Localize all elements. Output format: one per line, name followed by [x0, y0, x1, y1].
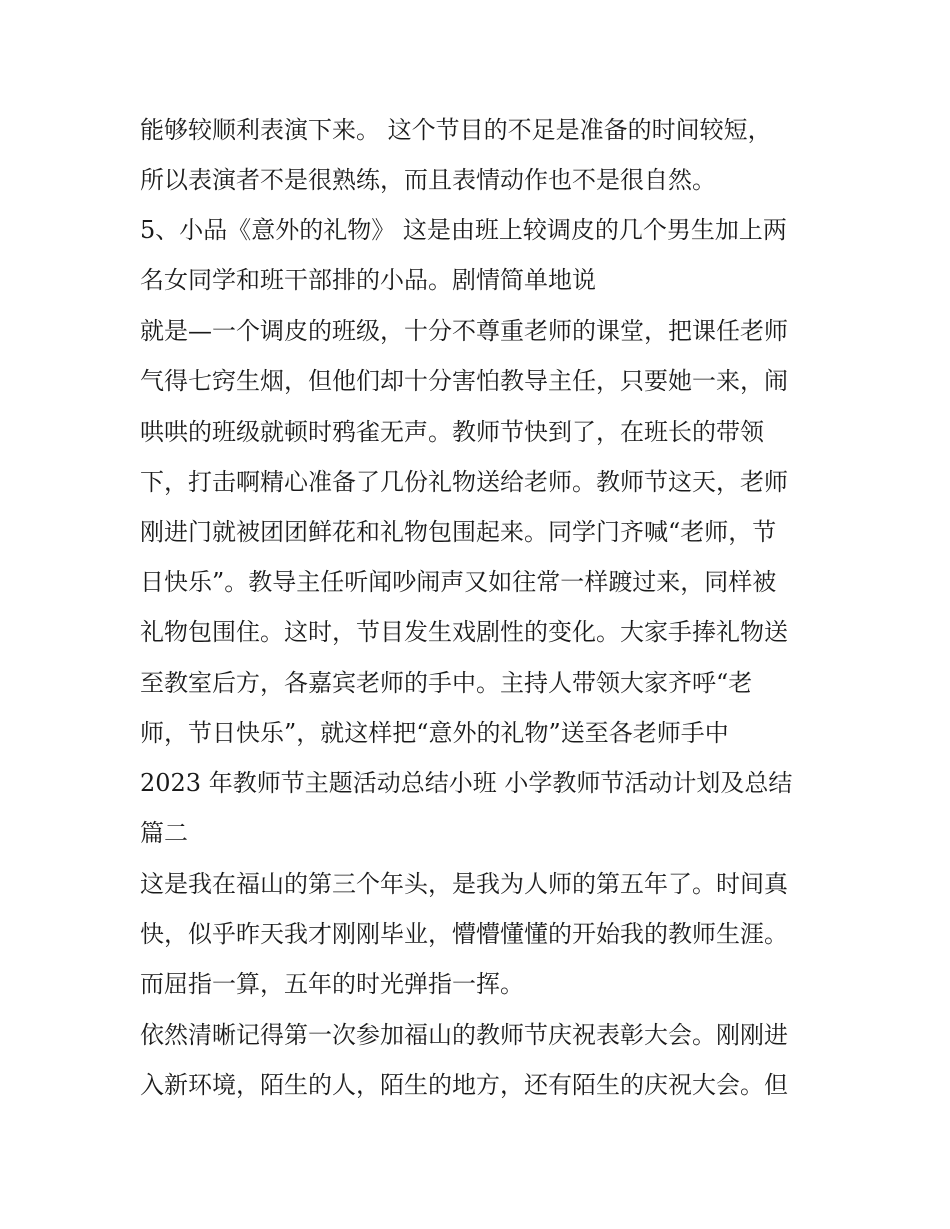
text-line: 名女同学和班干部排的小品。剧情简单地说	[140, 266, 596, 294]
text-line: 而屈指一算，五年的时光弹指一挥。	[140, 970, 524, 998]
text-line: 所以表演者不是很熟练，而且表情动作也不是很自然。	[140, 166, 716, 194]
text-line: 刚进门就被团团鲜花和礼物包围起来。同学门齐喊“老师，节	[140, 518, 777, 546]
text-line: 日快乐”。教导主任听闻吵闹声又如往常一样踱过来，同样被	[140, 568, 777, 596]
text-line: 下，打击啊精心准备了几份礼物送给老师。教师节这天，老师	[140, 468, 788, 496]
text-line: 师，节日快乐”，就这样把“意外的礼物”送至各老师手中	[140, 719, 729, 747]
text-line: 至教室后方，各嘉宾老师的手中。主持人带领大家齐呼“老	[140, 669, 753, 697]
text-line: 哄哄的班级就顿时鸦雀无声。教师节快到了，在班长的带领	[140, 418, 764, 446]
section-heading-continued: 篇二	[140, 819, 188, 847]
text-line: 就是—一个调皮的班级，十分不尊重老师的课堂，把课任老师	[140, 317, 788, 345]
text-line: 快，似乎昨天我才刚刚毕业，懵懵懂懂的开始我的教师生涯。	[140, 920, 788, 948]
text-line: 依然清晰记得第一次参加福山的教师节庆祝表彰大会。刚刚进	[140, 1021, 788, 1049]
text-line: 这是我在福山的第三个年头，是我为人师的第五年了。时间真	[140, 870, 788, 898]
text-line: 礼物包围住。这时，节目发生戏剧性的变化。大家手捧礼物送	[140, 618, 788, 646]
text-line: 气得七窍生烟，但他们却十分害怕教导主任，只要她一来，闹	[140, 367, 788, 395]
section-heading: 2023 年教师节主题活动总结小班 小学教师节活动计划及总结	[140, 769, 793, 797]
text-line: 5、小品《意外的礼物》 这是由班上较调皮的几个男生加上两	[140, 216, 787, 244]
text-line: 入新环境，陌生的人，陌生的地方，还有陌生的庆祝大会。但	[140, 1071, 788, 1099]
text-line: 能够较顺利表演下来。 这个节目的不足是准备的时间较短，	[140, 116, 772, 144]
